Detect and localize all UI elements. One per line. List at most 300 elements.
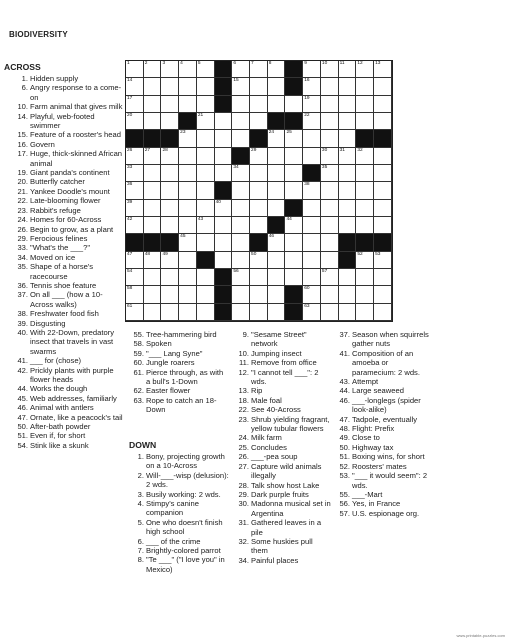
clue-text: Works the dough (30, 384, 88, 394)
grid-cell[interactable] (268, 165, 286, 182)
grid-cell[interactable] (179, 61, 197, 78)
grid-cell[interactable] (285, 269, 303, 286)
grid-cell[interactable] (356, 286, 374, 303)
grid-cell[interactable] (232, 252, 250, 269)
grid-cell[interactable] (285, 130, 303, 147)
grid-cell[interactable] (144, 200, 162, 217)
cell-number: 54 (127, 268, 133, 274)
grid-cell[interactable] (303, 252, 321, 269)
grid-cell[interactable] (339, 61, 357, 78)
clue-text: Ferocious felines (30, 233, 88, 243)
grid-cell[interactable] (179, 234, 197, 251)
clue-text: Tennis shoe feature (30, 280, 97, 290)
grid-cell[interactable] (179, 286, 197, 303)
cell-number: 23 (180, 130, 186, 136)
grid-cell[interactable] (356, 252, 374, 269)
grid-cell[interactable] (285, 234, 303, 251)
clue-item (4, 234, 124, 243)
grid-cell[interactable] (268, 130, 286, 147)
grid-cell[interactable] (321, 252, 339, 269)
cell-number: 14 (127, 78, 133, 84)
grid-cell[interactable] (161, 96, 179, 113)
grid-cell[interactable] (161, 252, 179, 269)
grid-block (285, 113, 303, 130)
cell-number: 26 (127, 147, 133, 153)
grid-cell[interactable] (161, 78, 179, 95)
grid-cell[interactable] (339, 217, 357, 234)
grid-cell[interactable] (321, 130, 339, 147)
clue-item (4, 328, 124, 356)
grid-cell[interactable] (126, 217, 144, 234)
grid-block (215, 78, 233, 95)
clue-item (229, 462, 331, 481)
cell-number: 40 (215, 199, 221, 205)
grid-cell[interactable] (250, 78, 268, 95)
clue-item (4, 168, 124, 177)
grid-cell[interactable] (321, 304, 339, 321)
clue-number: 62. (133, 386, 144, 396)
clue-text: Web addresses, familiarly (30, 393, 117, 403)
grid-cell[interactable] (374, 200, 392, 217)
grid-cell[interactable] (321, 61, 339, 78)
grid-cell[interactable] (268, 234, 286, 251)
grid-cell[interactable] (321, 113, 339, 130)
grid-cell[interactable] (215, 148, 233, 165)
grid-block (268, 217, 286, 234)
grid-cell[interactable] (215, 165, 233, 182)
grid-block (268, 113, 286, 130)
clue-item (330, 386, 430, 395)
grid-cell[interactable] (232, 269, 250, 286)
grid-cell[interactable] (144, 269, 162, 286)
clue-number: 10. (238, 348, 249, 358)
grid-cell[interactable] (232, 78, 250, 95)
clue-number: 1. (137, 452, 144, 461)
grid-cell[interactable] (161, 200, 179, 217)
cell-number: 57 (321, 268, 328, 274)
grid-cell[interactable] (268, 182, 286, 199)
grid-cell[interactable] (161, 182, 179, 199)
clue-item (4, 140, 124, 149)
cell-number: 20 (127, 112, 133, 118)
grid-cell[interactable] (356, 217, 374, 234)
clue-text: Ornate, like a peacock's tail (30, 412, 123, 422)
clue-number: 51. (17, 431, 28, 441)
grid-cell[interactable] (197, 269, 215, 286)
grid-cell[interactable] (250, 269, 268, 286)
cell-number: 63 (304, 303, 310, 309)
grid-cell[interactable] (250, 61, 268, 78)
grid-cell[interactable] (303, 182, 321, 199)
grid-block (285, 61, 303, 78)
grid-cell[interactable] (374, 304, 392, 321)
grid-cell[interactable] (303, 217, 321, 234)
grid-cell[interactable] (215, 200, 233, 217)
grid-cell[interactable] (374, 217, 392, 234)
clue-text: Giant panda's continent (30, 168, 110, 178)
grid-cell[interactable] (250, 113, 268, 130)
grid-cell[interactable] (321, 96, 339, 113)
grid-cell[interactable] (161, 165, 179, 182)
grid-cell[interactable] (374, 182, 392, 199)
grid-cell[interactable] (268, 78, 286, 95)
grid-cell[interactable] (126, 61, 144, 78)
cell-number: 43 (197, 216, 204, 222)
down-clues-continued-2 (330, 330, 430, 518)
grid-cell[interactable] (250, 182, 268, 199)
grid-cell[interactable] (144, 252, 162, 269)
clue-item (4, 394, 124, 403)
clue-number: 1. (21, 74, 28, 83)
grid-cell[interactable] (268, 252, 286, 269)
grid-cell[interactable] (197, 200, 215, 217)
clue-number: 6. (21, 83, 28, 93)
grid-cell[interactable] (144, 78, 162, 95)
grid-cell[interactable] (303, 130, 321, 147)
clue-number: 29. (17, 233, 28, 243)
clue-text: "___ it would seem": 2 wds. (352, 471, 428, 490)
grid-cell[interactable] (356, 78, 374, 95)
grid-cell[interactable] (250, 148, 268, 165)
grid-cell[interactable] (303, 61, 321, 78)
clue-number: 18. (238, 395, 249, 405)
grid-cell[interactable] (268, 61, 286, 78)
grid-cell[interactable] (374, 269, 392, 286)
grid-cell[interactable] (215, 130, 233, 147)
clue-item (229, 415, 331, 434)
grid-block (356, 130, 374, 147)
across-clues-continued (129, 330, 229, 415)
grid-cell[interactable] (126, 113, 144, 130)
grid-cell[interactable] (126, 200, 144, 217)
grid-cell[interactable] (144, 96, 162, 113)
grid-cell[interactable] (179, 130, 197, 147)
grid-cell[interactable] (303, 286, 321, 303)
clue-item (129, 349, 229, 358)
grid-cell[interactable] (250, 165, 268, 182)
grid-cell[interactable] (321, 217, 339, 234)
grid-cell[interactable] (144, 165, 162, 182)
clue-text: "What's the ___?" (30, 243, 91, 253)
grid-cell[interactable] (179, 252, 197, 269)
grid-cell[interactable] (339, 269, 357, 286)
grid-cell[interactable] (250, 217, 268, 234)
clue-text: "___ Lang Syne" (146, 348, 203, 358)
grid-cell[interactable] (179, 182, 197, 199)
grid-cell[interactable] (321, 165, 339, 182)
grid-block (161, 234, 179, 251)
clue-text: Animal with antlers (30, 403, 94, 413)
grid-cell[interactable] (179, 148, 197, 165)
grid-cell[interactable] (161, 113, 179, 130)
grid-cell[interactable] (144, 286, 162, 303)
grid-cell[interactable] (321, 234, 339, 251)
grid-cell[interactable] (339, 304, 357, 321)
grid-cell[interactable] (339, 286, 357, 303)
clue-number: 38. (17, 309, 28, 319)
grid-cell[interactable] (232, 130, 250, 147)
clue-item (229, 481, 331, 490)
grid-cell[interactable] (197, 113, 215, 130)
grid-cell[interactable] (374, 78, 392, 95)
grid-cell[interactable] (197, 286, 215, 303)
grid-cell[interactable] (126, 286, 144, 303)
clue-text: "I cannot tell ___": 2 wds. (251, 367, 319, 387)
grid-cell[interactable] (161, 61, 179, 78)
clue-text: Flight: Prefix (352, 424, 395, 434)
grid-cell[interactable] (374, 148, 392, 165)
clue-text: Stink like a skunk (30, 440, 89, 450)
grid-cell[interactable] (285, 217, 303, 234)
grid-cell[interactable] (339, 78, 357, 95)
grid-cell[interactable] (356, 165, 374, 182)
grid-cell[interactable] (356, 61, 374, 78)
clue-number: 34. (238, 555, 249, 565)
cell-number: 44 (286, 216, 292, 222)
grid-cell[interactable] (197, 61, 215, 78)
grid-cell[interactable] (268, 148, 286, 165)
clue-item (4, 187, 124, 196)
grid-cell[interactable] (126, 252, 144, 269)
grid-cell[interactable] (268, 96, 286, 113)
grid-block (356, 234, 374, 251)
grid-cell[interactable] (144, 217, 162, 234)
grid-cell[interactable] (179, 78, 197, 95)
grid-cell[interactable] (303, 148, 321, 165)
clue-number: 52. (339, 461, 350, 471)
clue-text: Stimpy's canine companion (146, 499, 199, 518)
across-heading: ACROSS (4, 62, 41, 72)
grid-cell[interactable] (374, 96, 392, 113)
grid-cell[interactable] (321, 182, 339, 199)
grid-cell[interactable] (197, 165, 215, 182)
cell-number: 32 (357, 147, 363, 153)
grid-cell[interactable] (321, 200, 339, 217)
cell-number: 5 (197, 61, 201, 66)
clue-number: 58. (133, 339, 144, 349)
clue-text: Some huskies pull them (251, 536, 313, 556)
grid-cell[interactable] (179, 304, 197, 321)
grid-cell[interactable] (179, 200, 197, 217)
grid-block (374, 130, 392, 147)
cell-number: 60 (304, 286, 310, 292)
grid-cell[interactable] (232, 61, 250, 78)
grid-cell[interactable] (179, 96, 197, 113)
grid-block (144, 130, 162, 147)
grid-cell[interactable] (161, 148, 179, 165)
grid-cell[interactable] (215, 217, 233, 234)
grid-cell[interactable] (374, 113, 392, 130)
grid-cell[interactable] (161, 304, 179, 321)
clue-item (330, 462, 430, 471)
grid-cell[interactable] (374, 252, 392, 269)
grid-cell[interactable] (303, 269, 321, 286)
grid-cell[interactable] (285, 252, 303, 269)
grid-cell[interactable] (161, 286, 179, 303)
clue-item (129, 546, 229, 555)
clue-number: 37. (339, 330, 350, 339)
grid-cell[interactable] (250, 304, 268, 321)
grid-cell[interactable] (126, 182, 144, 199)
grid-cell[interactable] (197, 96, 215, 113)
grid-cell[interactable] (232, 182, 250, 199)
clue-text: Shrub yielding fragrant, yellow tubular flowers (251, 414, 330, 434)
grid-cell[interactable] (250, 252, 268, 269)
grid-cell[interactable] (126, 96, 144, 113)
grid-cell[interactable] (374, 61, 392, 78)
grid-cell[interactable] (179, 217, 197, 234)
grid-cell[interactable] (321, 78, 339, 95)
grid-cell[interactable] (339, 148, 357, 165)
grid-block (374, 234, 392, 251)
grid-cell[interactable] (197, 148, 215, 165)
clue-number: 37. (17, 290, 28, 300)
grid-cell[interactable] (179, 269, 197, 286)
grid-cell[interactable] (339, 200, 357, 217)
grid-cell[interactable] (232, 96, 250, 113)
grid-cell[interactable] (339, 130, 357, 147)
grid-block (250, 234, 268, 251)
clue-item (4, 403, 124, 412)
grid-cell[interactable] (339, 96, 357, 113)
clue-number: 63. (133, 395, 144, 405)
grid-cell[interactable] (285, 165, 303, 182)
grid-cell[interactable] (356, 96, 374, 113)
grid-cell[interactable] (303, 200, 321, 217)
cell-number: 22 (304, 112, 310, 118)
clue-item (229, 443, 331, 452)
grid-cell[interactable] (356, 200, 374, 217)
clue-item (4, 83, 124, 102)
grid-cell[interactable] (232, 165, 250, 182)
cell-number: 46 (268, 234, 275, 240)
grid-cell[interactable] (321, 148, 339, 165)
clue-number: 41. (339, 348, 350, 358)
clue-item (330, 349, 430, 377)
clue-number: 35. (17, 262, 28, 272)
grid-cell[interactable] (197, 217, 215, 234)
grid-cell[interactable] (321, 286, 339, 303)
grid-cell[interactable] (285, 148, 303, 165)
grid-cell[interactable] (268, 304, 286, 321)
grid-cell[interactable] (232, 304, 250, 321)
grid-cell[interactable] (285, 96, 303, 113)
grid-cell[interactable] (339, 113, 357, 130)
clue-number: 5. (137, 517, 144, 527)
clue-text: ___ for (chose) (30, 356, 82, 366)
grid-cell[interactable] (356, 113, 374, 130)
grid-block (339, 252, 357, 269)
grid-cell[interactable] (126, 148, 144, 165)
clue-item (330, 490, 430, 499)
grid-cell[interactable] (250, 286, 268, 303)
grid-cell[interactable] (215, 234, 233, 251)
grid-cell[interactable] (303, 113, 321, 130)
grid-cell[interactable] (303, 96, 321, 113)
grid-cell[interactable] (303, 304, 321, 321)
clue-number: 36. (17, 280, 28, 290)
grid-cell[interactable] (374, 165, 392, 182)
grid-cell[interactable] (126, 269, 144, 286)
grid-cell[interactable] (144, 182, 162, 199)
clue-item (330, 499, 430, 508)
grid-cell[interactable] (197, 234, 215, 251)
grid-cell[interactable] (268, 200, 286, 217)
grid-cell[interactable] (126, 78, 144, 95)
cell-number: 9 (304, 61, 307, 66)
grid-cell[interactable] (303, 234, 321, 251)
clue-text: Late-blooming flower (30, 196, 101, 206)
clue-item (4, 366, 124, 385)
clue-text: Butterfly catcher (30, 177, 85, 187)
grid-cell[interactable] (126, 304, 144, 321)
clue-number: 26. (238, 452, 249, 462)
grid-cell[interactable] (232, 200, 250, 217)
grid-cell[interactable] (126, 165, 144, 182)
grid-cell[interactable] (161, 269, 179, 286)
grid-cell[interactable] (339, 165, 357, 182)
cell-number: 6 (233, 61, 236, 66)
grid-cell[interactable] (197, 78, 215, 95)
clue-item (229, 433, 331, 442)
grid-cell[interactable] (268, 269, 286, 286)
clue-item (4, 384, 124, 393)
clue-item (229, 349, 331, 358)
grid-cell[interactable] (197, 182, 215, 199)
grid-cell[interactable] (144, 148, 162, 165)
grid-cell[interactable] (144, 113, 162, 130)
cell-number: 33 (127, 164, 133, 170)
grid-block (215, 182, 233, 199)
grid-cell[interactable] (250, 200, 268, 217)
clue-item (330, 452, 430, 461)
grid-cell[interactable] (232, 234, 250, 251)
clue-number: 24. (17, 215, 28, 225)
grid-cell[interactable] (356, 182, 374, 199)
grid-cell[interactable] (356, 269, 374, 286)
grid-cell[interactable] (321, 269, 339, 286)
clue-text: Hidden supply (30, 74, 79, 83)
grid-cell[interactable] (232, 286, 250, 303)
grid-cell[interactable] (285, 182, 303, 199)
clue-item (4, 130, 124, 139)
grid-cell[interactable] (215, 113, 233, 130)
grid-cell[interactable] (197, 304, 215, 321)
grid-cell[interactable] (250, 96, 268, 113)
grid-cell[interactable] (215, 252, 233, 269)
grid-cell[interactable] (339, 182, 357, 199)
grid-cell[interactable] (144, 61, 162, 78)
grid-cell[interactable] (197, 130, 215, 147)
clue-item (229, 386, 331, 395)
grid-cell[interactable] (356, 304, 374, 321)
grid-cell[interactable] (356, 148, 374, 165)
clue-number: 20. (17, 177, 28, 187)
clue-text: Talk show host Lake (251, 480, 320, 490)
grid-cell[interactable] (374, 286, 392, 303)
grid-block (285, 286, 303, 303)
cell-number: 10 (321, 61, 328, 66)
grid-cell[interactable] (232, 217, 250, 234)
grid-cell[interactable] (232, 113, 250, 130)
grid-cell[interactable] (268, 286, 286, 303)
grid-cell[interactable] (161, 217, 179, 234)
grid-cell[interactable] (144, 304, 162, 321)
grid-cell[interactable] (179, 165, 197, 182)
grid-cell[interactable] (303, 78, 321, 95)
clue-number: 50. (339, 442, 350, 452)
clue-text: Busily working: 2 wds. (146, 489, 221, 499)
